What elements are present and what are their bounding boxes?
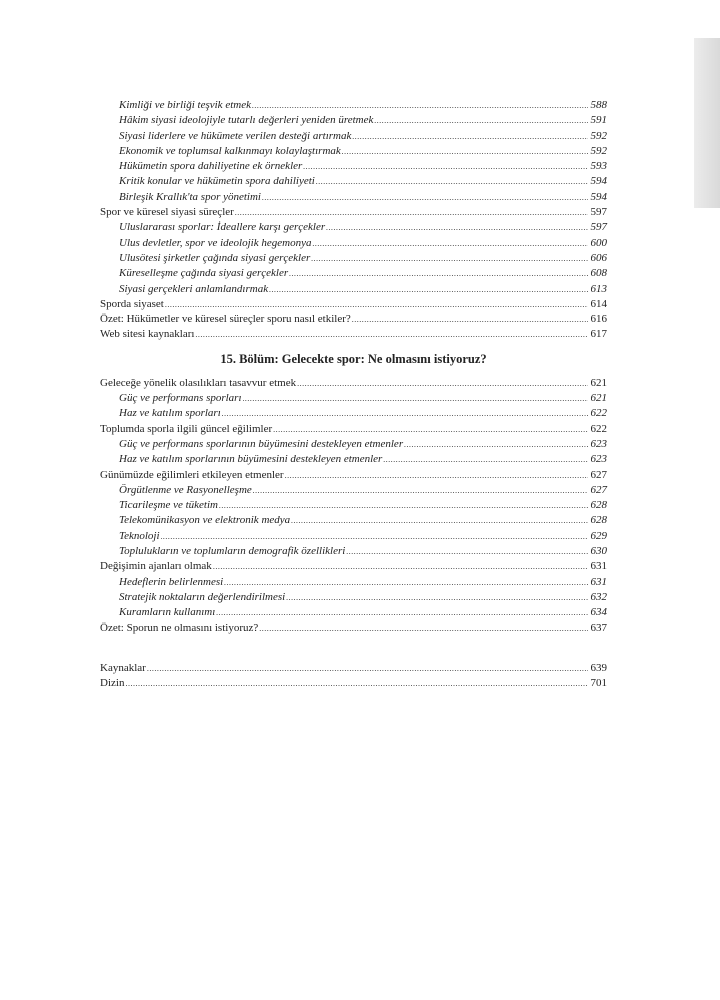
dot-leader [312, 236, 588, 251]
dot-leader [262, 190, 588, 205]
toc-page-number: 613 [590, 282, 607, 295]
toc-page-number: 627 [590, 468, 607, 481]
toc-page-number: 623 [590, 453, 607, 466]
toc-page-number: 621 [590, 376, 607, 389]
toc-page-number: 622 [590, 407, 607, 420]
dot-leader [219, 498, 588, 513]
toc-entry-title: Sporda siyaset [100, 297, 164, 310]
toc-entry-title: Ulusötesi şirketler çağında siyasi gerçekler [119, 251, 311, 264]
dot-leader [216, 605, 588, 620]
toc-entry-title: Küreselleşme çağında siyasi gerçekler [119, 267, 289, 280]
toc-page-number: 617 [590, 328, 607, 341]
toc-entry-title: Özet: Sporun ne olmasını istiyoruz? [100, 621, 259, 634]
toc-section-b [100, 376, 607, 636]
toc-entry-title: Web sitesi kaynakları [100, 328, 195, 341]
toc-entry [100, 661, 607, 676]
toc-section-a [100, 98, 607, 343]
toc-entry [100, 621, 607, 636]
toc-entry-title: Kimliği ve birliği teşvik etmek [119, 99, 251, 111]
dot-leader [273, 422, 588, 437]
toc-subentry [100, 159, 607, 174]
toc-subentry [100, 98, 607, 113]
toc-page-number: 637 [590, 621, 607, 634]
dot-leader [269, 282, 588, 297]
toc-subentry [100, 220, 607, 235]
toc-page-number: 592 [590, 144, 607, 157]
toc-subentry [100, 529, 607, 544]
toc-page-number: 632 [590, 590, 607, 603]
page-edge-tab [694, 38, 720, 208]
toc-entry [100, 205, 607, 220]
toc-page-number: 621 [590, 392, 607, 405]
toc-page-number: 597 [590, 206, 607, 219]
toc-entry [100, 376, 607, 391]
toc-page-number: 597 [590, 221, 607, 234]
toc-entry-title: Günümüzde eğilimleri etkileyen etmenler [100, 468, 284, 481]
toc-subentry [100, 406, 607, 421]
dot-leader [165, 297, 588, 312]
dot-leader [213, 559, 588, 574]
toc-subentry [100, 282, 607, 297]
toc-entry-title: Teknoloji [119, 529, 160, 542]
toc-page-number: 628 [590, 499, 607, 512]
toc-page-number: 629 [590, 529, 607, 542]
toc-entry-title: Haz ve katılım sporlarının büyümesini destekleyen etmenler [119, 453, 383, 466]
toc-subentry [100, 513, 607, 528]
dot-leader [346, 544, 588, 559]
toc-entry-title: Kaynaklar [100, 661, 146, 674]
toc-entry-title: Özet: Hükümetler ve küresel süreçler sporu nasıl etkiler? [100, 313, 351, 326]
toc-entry-title: Spor ve küresel siyasi süreçler [100, 206, 234, 219]
dot-leader [303, 159, 588, 174]
toc-entry-title: Stratejik noktaların değerlendirilmesi [119, 590, 286, 603]
toc-page-number: 630 [590, 545, 607, 558]
toc-entry-title: Geleceğe yönelik olasılıkları tasavvur etmek [100, 376, 297, 389]
toc-page-number: 623 [590, 437, 607, 450]
toc-subentry [100, 113, 607, 128]
toc-subentry [100, 266, 607, 281]
toc-entry-title: Ekonomik ve toplumsal kalkınmayı kolaylaştırmak [119, 144, 341, 157]
toc-page-number: 639 [590, 661, 607, 674]
toc-entry [100, 327, 607, 342]
section-gap [100, 636, 607, 661]
toc-page-number: 622 [590, 422, 607, 435]
dot-leader [243, 391, 588, 406]
toc-subentry [100, 590, 607, 605]
toc-entry-title: Hükümetin spora dahiliyetine ek örnekler [119, 160, 303, 173]
toc-entry [100, 312, 607, 327]
toc-page-number: 594 [590, 175, 607, 188]
dot-leader [253, 483, 588, 498]
dot-leader [235, 205, 588, 220]
table-of-contents [100, 98, 607, 691]
toc-subentry [100, 605, 607, 620]
toc-entry [100, 297, 607, 312]
toc-entry-title: Örgütlenme ve Rasyonelleşme [119, 483, 252, 496]
toc-subentry [100, 483, 607, 498]
toc-page-number: 631 [590, 560, 607, 573]
toc-page-number: 614 [590, 297, 607, 310]
toc-subentry [100, 498, 607, 513]
dot-leader [326, 220, 588, 235]
toc-subentry [100, 544, 607, 559]
toc-entry-title: Dizin [100, 677, 125, 690]
toc-entry-title: Güç ve performans sporları [119, 392, 242, 405]
toc-entry-title: Telekomünikasyon ve elektronik medya [119, 514, 291, 527]
toc-page-number: 627 [590, 483, 607, 496]
toc-entry-title: Uluslararası sporlar: İdeallere karşı gerçekler [119, 221, 326, 234]
toc-subentry [100, 437, 607, 452]
dot-leader [252, 98, 588, 113]
toc-page-number: 628 [590, 514, 607, 527]
toc-page-number: 594 [590, 190, 607, 203]
toc-entry-title: Toplumda sporla ilgili güncel eğilimler [100, 422, 273, 435]
dot-leader [195, 327, 588, 342]
dot-leader [161, 529, 588, 544]
toc-entry-title: Hedeflerin belirlenmesi [119, 575, 224, 588]
toc-entry-title: Siyasi liderlere ve hükümete verilen desteği artırmak [119, 129, 352, 142]
dot-leader [316, 174, 588, 189]
toc-subentry [100, 129, 607, 144]
dot-leader [352, 129, 588, 144]
toc-entry [100, 676, 607, 691]
toc-subentry [100, 144, 607, 159]
dot-leader [291, 513, 588, 528]
toc-entry [100, 468, 607, 483]
toc-entry-title: Toplulukların ve toplumların demografik özellikleri [119, 545, 346, 558]
toc-entry-title: Güç ve performans sporlarının büyümesini destekleyen etmenler [119, 437, 404, 450]
dot-leader [297, 376, 588, 391]
dot-leader [311, 251, 588, 266]
toc-subentry [100, 190, 607, 205]
toc-page-number: 634 [590, 606, 607, 619]
toc-subentry [100, 251, 607, 266]
toc-entry-title: Haz ve katılım sporları [119, 407, 221, 420]
toc-page-number: 600 [590, 236, 607, 249]
toc-subentry [100, 391, 607, 406]
toc-entry-title: Birleşik Krallık'ta spor yönetimi [119, 190, 261, 203]
toc-subentry [100, 452, 607, 467]
dot-leader [342, 144, 588, 159]
dot-leader [222, 406, 588, 421]
toc-entry-title: Siyasi gerçekleri anlamlandırmak [119, 282, 269, 295]
chapter-heading: 15. Bölüm: Gelecekte spor: Ne olmasını istiyoruz? [220, 351, 487, 366]
toc-entry-title: Kritik konular ve hükümetin spora dahiliyeti [119, 175, 315, 188]
dot-leader [374, 113, 588, 128]
dot-leader [125, 676, 588, 691]
dot-leader [259, 621, 588, 636]
toc-page-number: 593 [590, 160, 607, 173]
dot-leader [289, 266, 588, 281]
toc-subentry [100, 236, 607, 251]
dot-leader [383, 452, 588, 467]
toc-page-number: 592 [590, 129, 607, 142]
toc-entry-title: Değişimin ajanları olmak [100, 560, 212, 573]
toc-entry [100, 422, 607, 437]
toc-entry-title: Kuramların kullanımı [119, 606, 216, 619]
dot-leader [352, 312, 588, 327]
toc-section-c [100, 661, 607, 692]
dot-leader [147, 661, 588, 676]
toc-page-number: 588 [590, 99, 607, 111]
dot-leader [286, 590, 588, 605]
dot-leader [285, 468, 588, 483]
toc-entry-title: Ulus devletler, spor ve ideolojik hegemonya [119, 236, 312, 249]
toc-page-number: 606 [590, 251, 607, 264]
toc-subentry [100, 174, 607, 189]
toc-page-number: 701 [590, 677, 607, 690]
toc-page-number: 591 [590, 114, 607, 127]
dot-leader [404, 437, 588, 452]
toc-subentry [100, 575, 607, 590]
toc-entry [100, 559, 607, 574]
toc-entry-title: Hâkim siyasi ideolojiyle tutarlı değerleri yeniden üretmek [119, 114, 374, 127]
toc-page-number: 616 [590, 313, 607, 326]
toc-entry-title: Ticarileşme ve tüketim [119, 499, 218, 512]
toc-page-number: 631 [590, 575, 607, 588]
dot-leader [224, 575, 588, 590]
toc-page-number: 608 [590, 267, 607, 280]
